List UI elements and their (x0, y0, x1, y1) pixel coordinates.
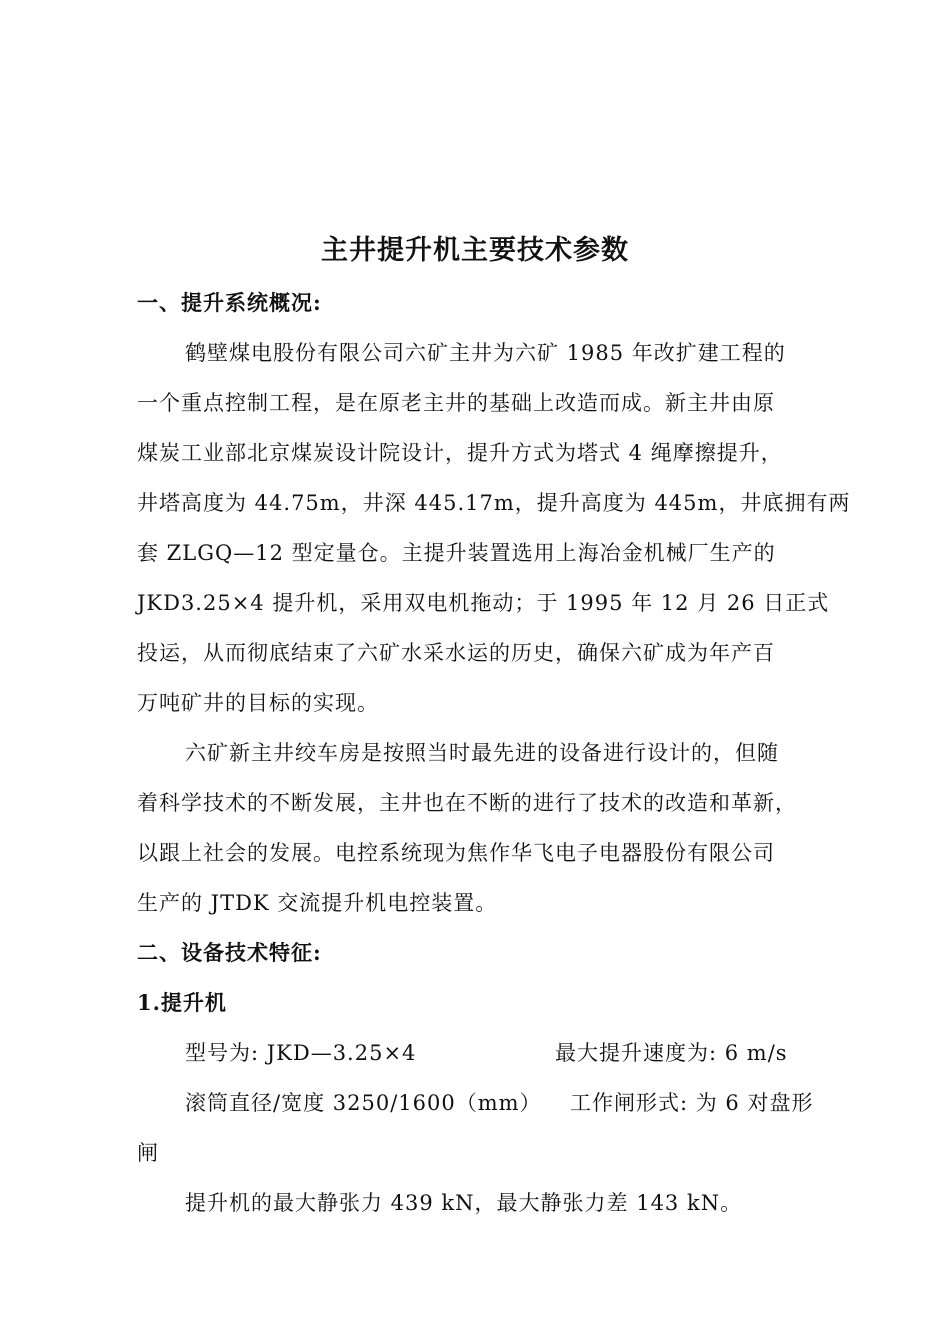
paragraph-line: 套 ZLGQ—12 型定量仓。主提升装置选用上海冶金机械厂生产的 (137, 541, 776, 565)
paragraph-line: 万吨矿井的目标的实现。 (137, 691, 379, 715)
spec-brake-type: 工作闸形式: 为 6 对盘形 (570, 1091, 814, 1115)
paragraph-line: 投运，从而彻底结束了六矿水采水运的历史，确保六矿成为年产百 (137, 641, 775, 665)
paragraph-line: 井塔高度为 44.75m，井深 445.17m，提升高度为 445m，井底拥有两 (137, 491, 851, 515)
paragraph-line: 以跟上社会的发展。电控系统现为焦作华飞电子电器股份有限公司 (137, 841, 775, 865)
spec-model: 型号为: JKD—3.25×4 (185, 1041, 417, 1065)
paragraph-line: 鹤壁煤电股份有限公司六矿主井为六矿 1985 年改扩建工程的 (185, 341, 786, 365)
spec-max-speed: 最大提升速度为: 6 m/s (555, 1041, 788, 1065)
spec-drum-size: 滚筒直径/宽度 3250/1600（mm） (185, 1091, 542, 1115)
paragraph-line: 煤炭工业部北京煤炭设计院设计，提升方式为塔式 4 绳摩擦提升， (137, 441, 783, 465)
section-heading-equipment: 二、设备技术特征: (137, 940, 322, 965)
subsection-heading-hoist: 1.提升机 (137, 990, 227, 1015)
paragraph-line: 一个重点控制工程，是在原老主井的基础上改造而成。新主井由原 (137, 391, 775, 415)
section-heading-overview: 一、提升系统概况: (137, 290, 322, 315)
paragraph-line: 六矿新主井绞车房是按照当时最先进的设备进行设计的，但随 (185, 741, 779, 765)
paragraph-line: 着科学技术的不断发展，主井也在不断的进行了技术的改造和革新， (137, 791, 797, 815)
spec-brake-type-cont: 闸 (137, 1141, 159, 1165)
spec-tension: 提升机的最大静张力 439 kN，最大静张力差 143 kN。 (185, 1191, 743, 1215)
paragraph-line: 生产的 JTDK 交流提升机电控装置。 (137, 891, 498, 915)
document-title: 主井提升机主要技术参数 (321, 235, 629, 266)
paragraph-line: JKD3.25×4 提升机，采用双电机拖动；于 1995 年 12 月 26 日正式 (137, 591, 830, 615)
